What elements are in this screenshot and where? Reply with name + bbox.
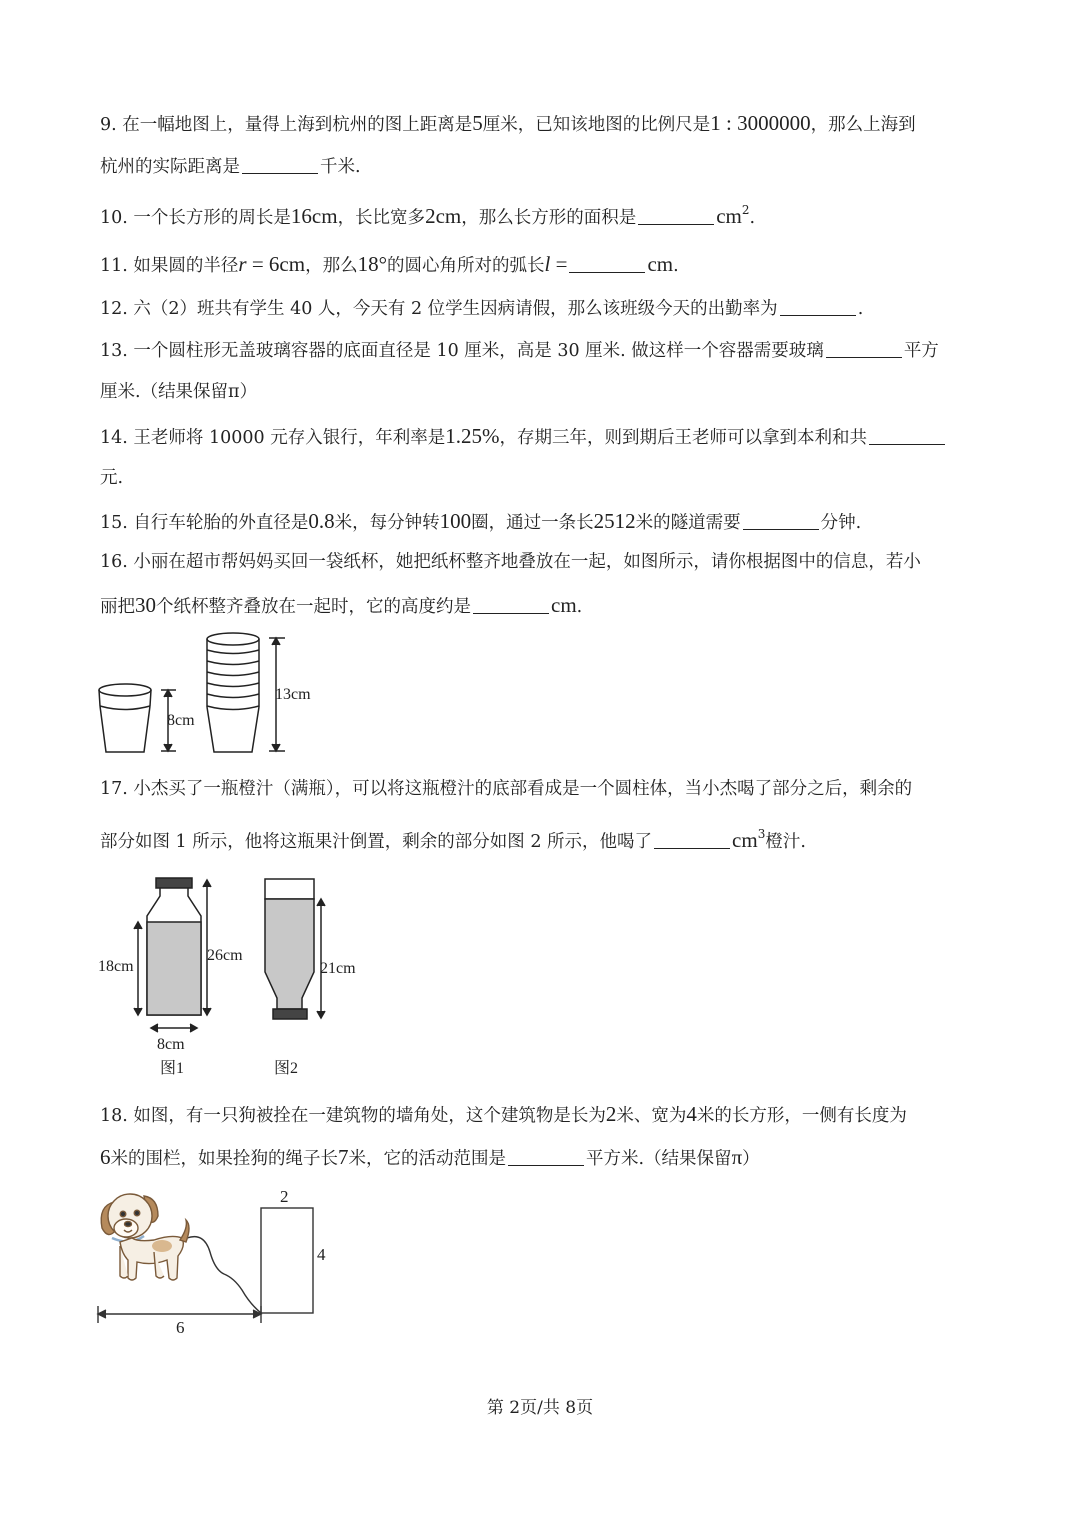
- page-footer: 第 2页/共 8页: [486, 1398, 594, 1418]
- q10: 10. 一个长方形的周长是16cm，长比宽多2cm，那么长方形的面积是 $cm^2$.: [100, 203, 756, 228]
- bottle-label-26cm: 26cm: [207, 947, 243, 964]
- answer-blank: [569, 254, 645, 273]
- answer-blank: [508, 1147, 584, 1166]
- figure2-caption: 图2: [274, 1060, 299, 1077]
- bottle2-cap: [273, 1009, 307, 1019]
- building-rect: [261, 1208, 313, 1313]
- q9-line1: 9. 在一幅地图上，量得上海到杭州的图上距离是5厘米，已知该地图的比例尺是1 : 3000000，那么上海到: [100, 111, 916, 135]
- cups-label-13cm: 13cm: [275, 686, 311, 703]
- q13-line1: 13. 一个圆柱形无盖玻璃容器的底面直径是 10 厘米，高是 30 厘米. 做这样一个容器需要玻璃 平方: [100, 341, 939, 361]
- q18-line2: 6米的围栏，如果拴狗的绳子长7米，它的活动范围是 平方米.（结果保留π）: [100, 1145, 760, 1169]
- q17-line2: 部分如图 1 所示，他将这瓶果汁倒置，剩余的部分如图 2 所示，他喝了 $cm^3$橙汁.: [100, 827, 806, 852]
- answer-blank: [638, 206, 714, 225]
- bottle-label-8cm: 8cm: [157, 1036, 185, 1053]
- q11: 11. 如果圆的半径r = 6cm，那么18°的圆心角所对的弧长l = cm.: [100, 252, 679, 276]
- q15: 15. 自行车轮胎的外直径是0.8米，每分钟转100圈，通过一条长2512米的隧道需要 分钟.: [100, 509, 862, 533]
- answer-blank: [826, 339, 902, 358]
- cups-label-8cm: 8cm: [167, 712, 195, 729]
- answer-blank: [473, 595, 549, 614]
- answer-blank: [780, 297, 856, 316]
- answer-blank: [242, 155, 318, 174]
- q13-line2: 厘米.（结果保留π）: [100, 382, 258, 402]
- bottles-figure: [90, 870, 390, 1080]
- q14-line2: 元.: [100, 468, 124, 488]
- answer-blank: [743, 511, 819, 530]
- q12: 12. 六（2）班共有学生 40 人，今天有 2 位学生因病请假，那么该班级今天的出勤率为 .: [100, 299, 864, 319]
- q18-line1: 18. 如图，有一只狗被拴在一建筑物的墙角处，这个建筑物是长为2米、宽为4米的长方形，一侧有长度为: [100, 1102, 907, 1126]
- answer-blank: [869, 426, 945, 445]
- dog-figure: [92, 1180, 352, 1340]
- cups-figure: [90, 628, 330, 758]
- q17-line1: 17. 小杰买了一瓶橙汁（满瓶），可以将这瓶橙汁的底部看成是一个圆柱体，当小杰喝了部分之后，剩余的: [100, 779, 913, 799]
- cup-rim: [99, 684, 151, 696]
- bottle-label-21cm: 21cm: [320, 960, 356, 977]
- dog-icon: [101, 1194, 189, 1280]
- bottle-label-18cm: 18cm: [98, 958, 134, 975]
- q16-line2: 丽把30个纸杯整齐叠放在一起时，它的高度约是 cm.: [100, 593, 583, 617]
- building-label-side: 4: [317, 1245, 326, 1264]
- q16-line1: 16. 小丽在超市帮妈妈买回一袋纸杯，她把纸杯整齐地叠放在一起，如图所示，请你根据图中的信息，若小: [100, 552, 921, 572]
- fence-label: 6: [176, 1318, 185, 1337]
- bottle1-cap: [156, 878, 192, 888]
- q9-line2: 杭州的实际距离是 千米.: [100, 157, 361, 177]
- answer-blank: [654, 830, 730, 849]
- figure1-caption: 图1: [160, 1060, 185, 1077]
- q14-line1: 14. 王老师将 10000 元存入银行，年利率是1.25%，存期三年，则到期后王老师可以拿到本利和共: [100, 423, 947, 451]
- building-label-top: 2: [280, 1187, 289, 1206]
